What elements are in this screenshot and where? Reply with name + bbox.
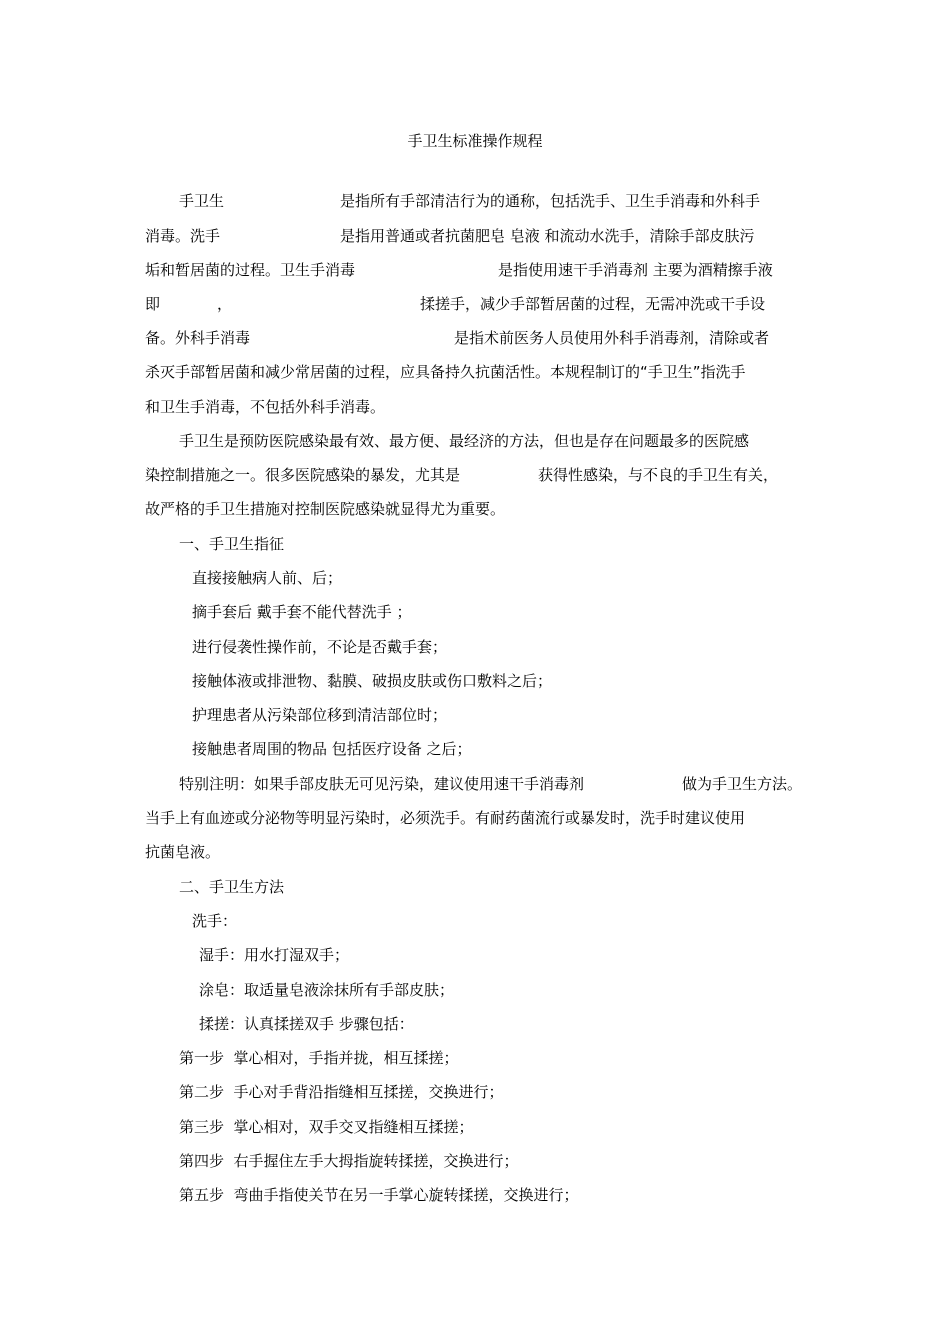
text-line: 即 bbox=[145, 295, 161, 313]
list-item: 接触患者周围的物品 包括医疗设备 之后； bbox=[192, 740, 472, 758]
list-item: 进行侵袭性操作前，不论是否戴手套； bbox=[192, 638, 448, 656]
step-item: 第五步 弯曲手指使关节在另一手掌心旋转揉搓，交换进行； bbox=[179, 1186, 579, 1204]
list-item: 摘手套后 戴手套不能代替洗手 ； bbox=[192, 603, 412, 621]
text-line: 和卫生手消毒，不包括外科手消毒。 bbox=[145, 398, 386, 416]
text-line: 手卫生是预防医院感染最有效、最方便、最经济的方法，但也是存在问题最多的医院感 bbox=[179, 432, 750, 450]
text-line: 特别注明：如果手部皮肤无可见污染，建议使用速干手消毒剂 bbox=[179, 775, 585, 793]
step-item: 第一步 掌心相对，手指并拢，相互揉搓； bbox=[179, 1049, 459, 1067]
text-line: 抗菌皂液。 bbox=[145, 843, 221, 861]
list-item: 直接接触病人前、后； bbox=[192, 569, 343, 587]
text-line: 是指使用速干手消毒剂 主要为酒精擦手液 bbox=[498, 261, 773, 279]
text-line: 染控制措施之一。很多医院感染的暴发，尤其是 bbox=[145, 466, 461, 484]
text-line: 是指所有手部清洁行为的通称，包括洗手、卫生手消毒和外科手 bbox=[340, 192, 761, 210]
page-title: 手卫生标准操作规程 bbox=[407, 132, 543, 150]
list-item: 接触体液或排泄物、黏膜、破损皮肤或伤口敷料之后； bbox=[192, 672, 553, 690]
section-heading: 二、手卫生方法 bbox=[179, 878, 285, 896]
list-item: 湿手：用水打湿双手； bbox=[199, 946, 350, 964]
subsection-label: 洗手： bbox=[192, 912, 238, 930]
text-line: 故严格的手卫生措施对控制医院感染就显得尤为重要。 bbox=[145, 500, 506, 518]
step-item: 第四步 右手握住左手大拇指旋转揉搓，交换进行； bbox=[179, 1152, 519, 1170]
text-line: 杀灭手部暂居菌和减少常居菌的过程，应具备持久抗菌活性。本规程制订的“手卫生”指洗手 bbox=[145, 363, 746, 381]
list-item: 揉搓：认真揉搓双手 步骤包括： bbox=[199, 1015, 414, 1033]
text-line: 垢和暂居菌的过程。卫生手消毒 bbox=[145, 261, 356, 279]
text-line: 是指术前医务人员使用外科手消毒剂，清除或者 bbox=[454, 329, 770, 347]
step-item: 第二步 手心对手背沿指缝相互揉搓，交换进行； bbox=[179, 1083, 504, 1101]
text-line: 消毒。洗手 bbox=[145, 227, 221, 245]
text-line: ， bbox=[217, 295, 233, 313]
text-line: 手卫生 bbox=[179, 192, 225, 210]
text-line: 备。外科手消毒 bbox=[145, 329, 251, 347]
text-line: 做为手卫生方法。 bbox=[682, 775, 803, 793]
list-item: 涂皂：取适量皂液涂抹所有手部皮肤； bbox=[199, 981, 455, 999]
list-item: 护理患者从污染部位移到清洁部位时； bbox=[192, 706, 448, 724]
text-line: 是指用普通或者抗菌肥皂 皂液 和流动水洗手，清除手部皮肤污 bbox=[340, 227, 755, 245]
text-line: 获得性感染，与不良的手卫生有关， bbox=[538, 466, 779, 484]
step-item: 第三步 掌心相对，双手交叉指缝相互揉搓； bbox=[179, 1118, 474, 1136]
text-line: 当手上有血迹或分泌物等明显污染时，必须洗手。有耐药菌流行或暴发时，洗手时建议使用 bbox=[145, 809, 746, 827]
text-line: 揉搓手，减少手部暂居菌的过程，无需冲洗或干手设 bbox=[420, 295, 766, 313]
section-heading: 一、手卫生指征 bbox=[179, 535, 285, 553]
